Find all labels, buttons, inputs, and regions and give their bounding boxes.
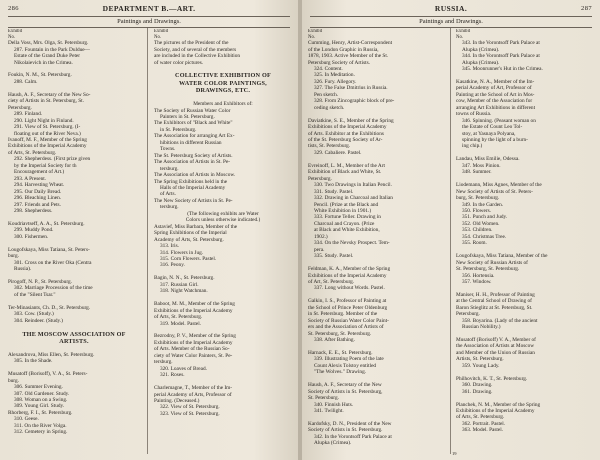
text-line: Alupka (Crimea). [462,46,500,53]
text-line: Estate of the Grand Duke Peter [14,53,81,60]
text-line: perial Academy of Art, Professor of [456,85,532,92]
text-line: of Arts, St. Petersburg. [154,314,203,321]
text-line: The St. Petersburg Society of Artists. [154,152,233,159]
text-line: Exhibitions of the Imperial Academy [308,124,387,131]
left-column-divider [147,28,148,454]
text-line: tersburg. [160,204,179,211]
text-line: the Estate of Count Leo Tol- [462,124,523,131]
text-line: Maniser, H. H., Professor of Painting [456,291,535,298]
text-line: in St. Petersburg. Member of the [308,311,378,318]
text-line: towns of Russia. [456,111,492,118]
text-line: burg. [8,253,19,260]
text-line: Society of Artists in St. Petersburg. [308,427,383,434]
text-line: perial Academy of Arts, Professor of [154,391,232,398]
text-line: Painters in St. Petersburg. [160,114,215,121]
text-line: WATER COLOR PAINTINGS, [179,79,267,87]
text-line: Ivanoff, M. F., Member of the Spring [8,136,87,143]
text-line: The Association for arranging Art Ex- [154,133,235,140]
text-line: Exhibitions of the Imperial Academy [154,339,233,346]
text-line: 322. View of St. Petersburg. [160,404,220,411]
text-line: Musatoff (Borisoff) V. A., Member of [456,337,536,344]
text-line: 353. Children. [462,227,493,234]
text-line: pera. [314,246,325,253]
text-line: floating out of the River Neva.) [14,130,81,137]
left-column-2 [154,29,292,454]
text-line: of Arts. Exhibitor at the Exhibitions [308,130,384,137]
text-line: burg. [8,377,19,384]
text-line: 359. Young Lady. [462,362,500,369]
text-line: in St. Petersburg. [160,126,197,133]
left-header-title: DEPARTMENT B.—ART. [102,4,196,13]
text-line: 324. Content. [314,66,343,72]
text-line: 299. Muddy Pond. [14,227,54,234]
text-line: 325. In Meditation. [314,72,355,79]
text-line: Cumming, Henry, Artist-Correspondent [308,40,393,47]
column-header [8,29,140,40]
text-line: Colors unless otherwise indicated.) [185,217,261,224]
text-line: Towns. [160,146,176,153]
text-line: Philhovitch, K. T., St. Petersburg. [456,375,528,382]
text-line: ciety of Water Color Painters, St. Pe- [154,352,233,359]
text-line: spinning by the light of a burn- [462,136,528,143]
text-line: Petersburg. [456,311,480,318]
left-subheader: Paintings and Drawings. [8,16,290,28]
text-line: arranging Art Exhibitions in different [456,104,536,111]
column-header-line: Exhibit [308,29,323,34]
text-line: 334. On the Nevsky Prospect. Tem- [314,240,390,247]
text-line: Lougofskaya, Miss Tatiana, St. Peters- [8,246,90,253]
text-line: 352. Old Women. [462,220,500,227]
text-line: Baboot, M. M., Member of the Spring [154,301,235,308]
text-line: Haush, A. F., Secretary of the New [308,382,382,389]
text-line: 345. Moonrunner's Hut in the Crimea. [462,66,543,72]
text-line: Bagin, N. N., St. Petersburg. [154,275,215,282]
text-line: Astavief, Miss Barbara, Member of the [154,223,238,230]
text-line: 309. Young Girl. Study. [14,403,65,410]
text-line: The Exhibitors of "Black and White" [154,120,233,127]
text-line: ceding sketch. [314,104,345,111]
text-line: cow, Member of the Association for [456,98,533,105]
text-line: Artists, St. Petersburg. [456,356,504,363]
text-line: 307. Old Gardener. Study. [14,390,70,397]
text-line: of Arts, St. Petersburg. [456,414,505,421]
text-line: Society of Artists in St. Petersburg, [308,388,383,395]
text-line: Charlemagne, T., Member of the Im- [154,385,233,392]
text-line: 293. A Present. [14,175,47,182]
text-line: 306. Summer Evening. [14,384,63,391]
text-line: Society, and of several of the members [154,46,237,53]
text-line: The Society of Russian Water Color [154,107,231,114]
text-line: Academy of Arts, St. Petersburg. [154,236,224,243]
text-line: tists, St. Petersburg. [308,143,351,150]
text-line: COLLECTIVE EXHIBITION OF [175,72,271,80]
text-line: 316. Peony. [160,262,185,269]
text-line: Baron Stieglitz at St. Petersburg, St. [456,304,533,311]
text-line: Petersburg. [308,175,332,182]
text-line: Petersburg Society of Artists. [308,59,370,66]
text-line: Alexandrova, Miss Ellen, St. Petersburg. [8,351,95,358]
text-line: New Society of Artists of St. Peters- [456,188,533,195]
text-line: 341. Twilight. [314,408,344,415]
text-line: and Member of the Union of Russian [456,349,535,356]
text-line: at the Central School of Drawing of [456,298,532,305]
text-line: ing chip.) [462,143,483,150]
text-line: Exhibition of Black and White, St. [308,169,382,176]
column-header [154,29,292,40]
text-line: 314. Flowers in Jug. [160,249,204,256]
text-line: 320. Loaves of Bread. [160,365,207,372]
text-line: Spring Exhibitions of the Imperial [154,230,227,237]
text-line: 344. In the Vorontsoff Park Palace at [462,53,540,60]
text-line: St. Petersburg, St. Petersburg. [456,266,520,273]
text-line: 290. Light Night in Finland. [14,117,74,124]
text-line: Exhibitions of the Imperial Academy [154,307,233,314]
text-line: Painting at the School of Art in Mos- [456,91,535,98]
text-line: Liodemann, Miss Agnes, Member of the [456,182,542,189]
text-line: 298. Shepherdess. [14,207,53,214]
text-line: 326. Fury. Allegory. [314,78,357,85]
text-line: 356. Hortensia. [462,272,495,279]
text-line: 303. Cow. (Study.) [14,311,54,318]
column-header-line: Exhibit [154,29,169,34]
left-running-header [8,4,290,15]
text-line: 348. Summer. [462,169,492,176]
text-line: 287. Fountain in the Park Duldue— [14,46,90,53]
text-line: 332. Drawing in Charcoal and Italian [314,195,393,202]
text-line: The Association of Artists in St. Pe- [154,159,231,166]
text-line: tersburg. [160,165,179,172]
text-line: Exhibitions of the Imperial Academy [456,408,535,415]
text-line: Exhibitions of the Imperial Academy [308,272,387,279]
text-line: 318. Night Watchman. [160,288,208,295]
right-running-header [310,4,592,15]
text-line: Russia). [14,266,32,273]
text-line: Alupka (Crimea). [314,440,352,447]
text-line: 292. Shepherdess. (First prize given [14,156,91,163]
text-line: Daviatkine, S. E., Member of the Spring [308,117,394,124]
text-line: DRAWINGS, ETC. [195,87,251,95]
text-line: Pirogoff, N. P., St. Petersburg. [8,278,72,285]
text-line: Kardofsky, D. N., President of the New [308,420,392,427]
text-line: Evreinoff, L. M., Member of the Art [308,162,385,169]
text-line: (The following exhibits are Water [187,210,259,217]
text-line: 346. Spinning. (Peasant woman on [462,117,536,124]
text-line: Galkin, I. S., Professor of Painting at [308,298,387,305]
text-line: Petersburg. [8,104,32,111]
text-line: 321. Roses. [160,372,185,379]
text-line: 305. In the Shade. [14,358,53,365]
column-header [308,29,444,40]
text-line: ers and the Association of Artists of [308,324,384,331]
text-line: of Arts. Member of the Russian So- [154,346,230,353]
text-line: 343. In the Vorontsoff Park Palace at [462,40,540,47]
text-line: Della Voss, Mrs. Olga, St. Petersburg. [8,40,89,47]
left-column-1 [8,29,140,454]
text-line: THE MOSCOW ASSOCIATION OF [22,330,126,338]
text-line: Alupka (Crimea). [462,59,500,66]
text-line: St. Petersburg, St. Petersburg. [308,330,372,337]
text-line: 311. On the River Volga. [14,422,67,429]
text-line: Feldman, K. A., Member of the Spring [308,266,391,273]
column-header-line: No. [8,34,16,40]
text-line: 319. Model. Pastel. [160,320,202,327]
text-line: of Arts, St. Petersburg. [8,149,57,156]
right-page [302,0,600,460]
text-line: burg, St. Petersburg. [456,195,500,202]
text-line: 288. Calm. [14,78,38,85]
text-line: Painting. (Deceased.) [154,397,200,404]
column-header-line: Exhibit [456,29,471,34]
signature-mark: 19 [452,451,457,456]
text-line: 328. From Zincographic block of pre- [314,98,395,105]
text-line: of water color pictures. [154,59,204,66]
text-line: 301. Cross on the River Oka (Centra [14,259,92,266]
text-line: Bezrodny, P. V., Member of the Spring [154,333,236,340]
text-line: 294. Harvesting Wheat. [14,182,65,189]
text-line: Russian Nobility.) [462,324,501,331]
text-line: 295. Our Daily Bread. [14,188,62,195]
text-line: 1878, 1903. Active Member of the St. [308,53,389,60]
text-line: White Exhibition in 1901.) [314,207,372,214]
column-header-line: No. [308,34,316,40]
text-line: Rhorberg, F. I., St. Petersburg. [8,409,73,416]
text-line: 333. Fortune Teller. Drawing in [314,214,381,221]
text-line: 338. After Bathing. [314,337,355,344]
text-line: Exhibitions of the Imperial Academy [8,143,87,150]
text-line: 302. Marriage Procession of the time [14,285,93,292]
text-line: the Association of Artists at Moscow [456,343,535,350]
text-line: of the London Graphic in Russia, [308,46,379,53]
text-line: Kasatkine, N. A., Member of the Im- [456,78,535,85]
text-line: of Arts. [160,191,176,198]
text-line: 351. Punch and Judy. [462,214,508,221]
right-column-divider [450,28,451,454]
text-line: Count Alexis Tolstoy entitled [314,362,377,369]
text-line: St. Petersburg. [308,395,339,402]
text-line: 355. Room. [462,240,487,247]
text-line: 289. Finland. [14,111,43,118]
text-line: 323. View of St. Petersburg. [160,410,220,417]
text-line: 331. Study. Pastel. [314,188,354,195]
text-line: New Society of Russian Artists of [456,259,528,266]
text-line: Society of Russian Water Color Paint- [308,317,389,324]
text-line: Halls of the Imperial Academy [160,185,226,192]
text-line: Musatoff (Borisoff), V. A., St. Peters- [8,371,88,378]
text-line: Planchek, N. M., Member of the Spring [456,401,541,408]
column-header-line: Exhibit [8,29,23,34]
right-column-1 [308,29,444,454]
column-header [456,29,594,40]
right-page-number: 287 [581,5,592,12]
text-line: 313. Iris. [160,243,179,250]
text-line: of the St. Petersburg Society of Ar- [308,136,383,143]
text-line: Landau, Miss Emilie, Odessa. [456,156,520,163]
text-line: 337. Long without Words. Pastel. [314,285,385,292]
text-line: The New Society of Artists in St. Pe- [154,197,233,204]
text-line: 361. Drawing. [462,388,493,395]
text-line: The pictures of the President of the [154,40,229,47]
column-header-line: No. [456,34,464,40]
text-line: 362. Portrait. Pastel. [462,420,506,427]
right-subheader: Paintings and Drawings. [310,16,592,28]
text-line: Pen sketch. [314,91,339,98]
text-line: 354. Christmas Tree. [462,233,507,240]
text-line: "The Wolves." Drawing. [314,369,367,376]
text-line: by the Imperial Society for th [14,162,77,169]
text-line: 330. Two Drawings in Italian Pencil. [314,182,392,189]
text-line: 347. Moss Pinion. [462,162,501,169]
text-line: 296. Bleaching Linen. [14,195,62,202]
text-line: 329. Cabaliere. Pastel. [314,149,362,156]
text-line: 335. Study. Pastel. [314,253,354,260]
text-line: 339. Illustrating Poem of the late [314,356,384,363]
text-line: 360. Drawing. [462,382,493,389]
text-line: Charcoal and Crayon. (Prize [314,220,375,227]
text-line: 315. Corn Flowers. Pastel. [160,256,217,262]
text-line: 300. Fishermen. [14,233,49,240]
text-line: 342. In the Vorontsoff Park Palace at [314,433,392,440]
text-line: 358. Boyarina. (Lady of the ancient [462,317,538,324]
text-line: Harnack, E. E., St. Petersburg. [308,349,373,356]
text-line: hibitions in different Russian [160,139,222,146]
text-line: 308. Woman on a Swing. [14,397,68,404]
text-line: 327. The False Dmitrius in Russia. [314,85,388,92]
text-line: 363. Model. Pastel. [462,427,504,434]
text-line: 312. Cemetery in Spring. [14,429,68,436]
text-line: 340. Finnish Huts. [314,401,354,408]
text-line: Foukin, N. M., St. Petersburg. [8,72,72,79]
text-line: 357. Window. [462,278,492,285]
text-line: 317. Russian Girl. [160,281,199,288]
text-line: 350. Flowers. [462,207,491,214]
text-line: the School of Prince Peter Oldenburg [308,304,388,311]
text-line: 297. Friends and Pets. [14,201,61,208]
text-line: Pencil. (Prize at the Black and [314,201,379,208]
text-line: Encouragement of Art.) [14,169,65,176]
text-line: Nikolaievich in the Crimea. [14,59,73,66]
column-header-line: No. [154,34,162,40]
right-header-title: RUSSIA. [434,4,468,13]
text-line: ciety of Artists in St. Petersburg, St. [8,98,84,105]
left-page [0,0,298,460]
text-line: are included in the Collective Exhibition [154,53,241,60]
text-line: 1902.) [314,233,328,240]
text-line: tersburg. [154,359,173,366]
text-line: of Art, St. Petersburg. [308,278,355,285]
text-line: Lougofskaya, Miss Tatiana, Member of the [456,253,548,260]
text-line: 304. Reindeer. (Study.) [14,317,63,324]
text-line: 291. View of St. Petersburg. (I- [14,124,81,131]
text-line: 310. Geese. [14,416,39,423]
left-page-number: 286 [8,5,19,12]
text-line: 349. In the Garden. [462,201,504,208]
text-line: Members and Exhibitors of: [193,101,253,108]
text-line: Haush, A. F., Secretary of the New So- [8,91,91,98]
right-column-2 [456,29,594,454]
text-line: at Black and White Exhibition, [314,227,380,234]
text-line: of the "Silent Tsar." [14,291,56,298]
text-line: Ter-Minasiants, Ch. D., St. Petersburg. [8,304,91,311]
text-line: Koudriavtseff, A. A., St. Petersburg. [8,220,85,227]
text-line: The Association of Artists in Moscow. [154,172,236,179]
text-line: ARTISTS. [59,337,89,345]
text-line: The Spring Exhibitions held in the [154,178,228,185]
text-line: stoy, at Yasnaya Polyana, [462,130,516,137]
